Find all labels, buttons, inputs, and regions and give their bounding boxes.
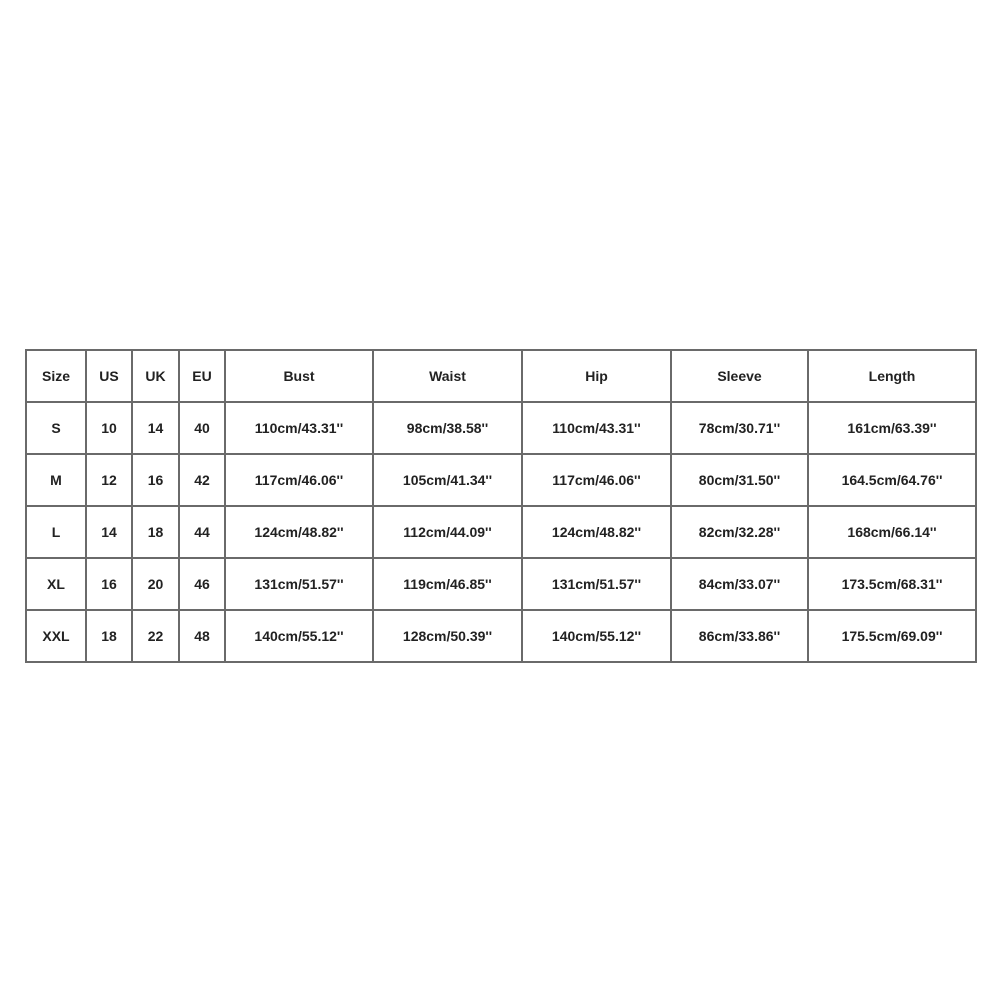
size-chart-table bbox=[25, 349, 977, 663]
cell-bust: 131cm/51.57'' bbox=[225, 558, 373, 610]
cell-waist: 128cm/50.39'' bbox=[373, 610, 522, 662]
cell-hip: 110cm/43.31'' bbox=[522, 402, 671, 454]
cell-eu: 46 bbox=[179, 558, 225, 610]
cell-sleeve: 84cm/33.07'' bbox=[671, 558, 808, 610]
header-length: Length bbox=[808, 350, 976, 402]
cell-hip: 124cm/48.82'' bbox=[522, 506, 671, 558]
table-row bbox=[26, 454, 976, 506]
cell-bust: 110cm/43.31'' bbox=[225, 402, 373, 454]
cell-size: XXL bbox=[26, 610, 86, 662]
table-row bbox=[26, 558, 976, 610]
cell-size: M bbox=[26, 454, 86, 506]
header-us: US bbox=[86, 350, 132, 402]
cell-hip: 117cm/46.06'' bbox=[522, 454, 671, 506]
cell-length: 173.5cm/68.31'' bbox=[808, 558, 976, 610]
cell-sleeve: 86cm/33.86'' bbox=[671, 610, 808, 662]
cell-bust: 140cm/55.12'' bbox=[225, 610, 373, 662]
cell-eu: 42 bbox=[179, 454, 225, 506]
cell-sleeve: 78cm/30.71'' bbox=[671, 402, 808, 454]
cell-eu: 44 bbox=[179, 506, 225, 558]
cell-us: 12 bbox=[86, 454, 132, 506]
cell-size: L bbox=[26, 506, 86, 558]
cell-uk: 16 bbox=[132, 454, 179, 506]
cell-hip: 131cm/51.57'' bbox=[522, 558, 671, 610]
cell-waist: 98cm/38.58'' bbox=[373, 402, 522, 454]
cell-uk: 14 bbox=[132, 402, 179, 454]
header-waist: Waist bbox=[373, 350, 522, 402]
cell-uk: 20 bbox=[132, 558, 179, 610]
cell-length: 161cm/63.39'' bbox=[808, 402, 976, 454]
cell-size: XL bbox=[26, 558, 86, 610]
cell-eu: 40 bbox=[179, 402, 225, 454]
header-size: Size bbox=[26, 350, 86, 402]
cell-length: 175.5cm/69.09'' bbox=[808, 610, 976, 662]
table-row bbox=[26, 402, 976, 454]
header-hip: Hip bbox=[522, 350, 671, 402]
cell-uk: 18 bbox=[132, 506, 179, 558]
cell-size: S bbox=[26, 402, 86, 454]
cell-sleeve: 80cm/31.50'' bbox=[671, 454, 808, 506]
cell-bust: 117cm/46.06'' bbox=[225, 454, 373, 506]
cell-us: 18 bbox=[86, 610, 132, 662]
header-eu: EU bbox=[179, 350, 225, 402]
header-row bbox=[26, 350, 976, 402]
cell-waist: 105cm/41.34'' bbox=[373, 454, 522, 506]
cell-sleeve: 82cm/32.28'' bbox=[671, 506, 808, 558]
header-bust: Bust bbox=[225, 350, 373, 402]
table-row bbox=[26, 610, 976, 662]
cell-eu: 48 bbox=[179, 610, 225, 662]
cell-hip: 140cm/55.12'' bbox=[522, 610, 671, 662]
cell-length: 164.5cm/64.76'' bbox=[808, 454, 976, 506]
cell-waist: 119cm/46.85'' bbox=[373, 558, 522, 610]
header-uk: UK bbox=[132, 350, 179, 402]
cell-us: 16 bbox=[86, 558, 132, 610]
table-row bbox=[26, 506, 976, 558]
cell-length: 168cm/66.14'' bbox=[808, 506, 976, 558]
cell-uk: 22 bbox=[132, 610, 179, 662]
cell-us: 14 bbox=[86, 506, 132, 558]
cell-waist: 112cm/44.09'' bbox=[373, 506, 522, 558]
header-sleeve: Sleeve bbox=[671, 350, 808, 402]
cell-us: 10 bbox=[86, 402, 132, 454]
cell-bust: 124cm/48.82'' bbox=[225, 506, 373, 558]
